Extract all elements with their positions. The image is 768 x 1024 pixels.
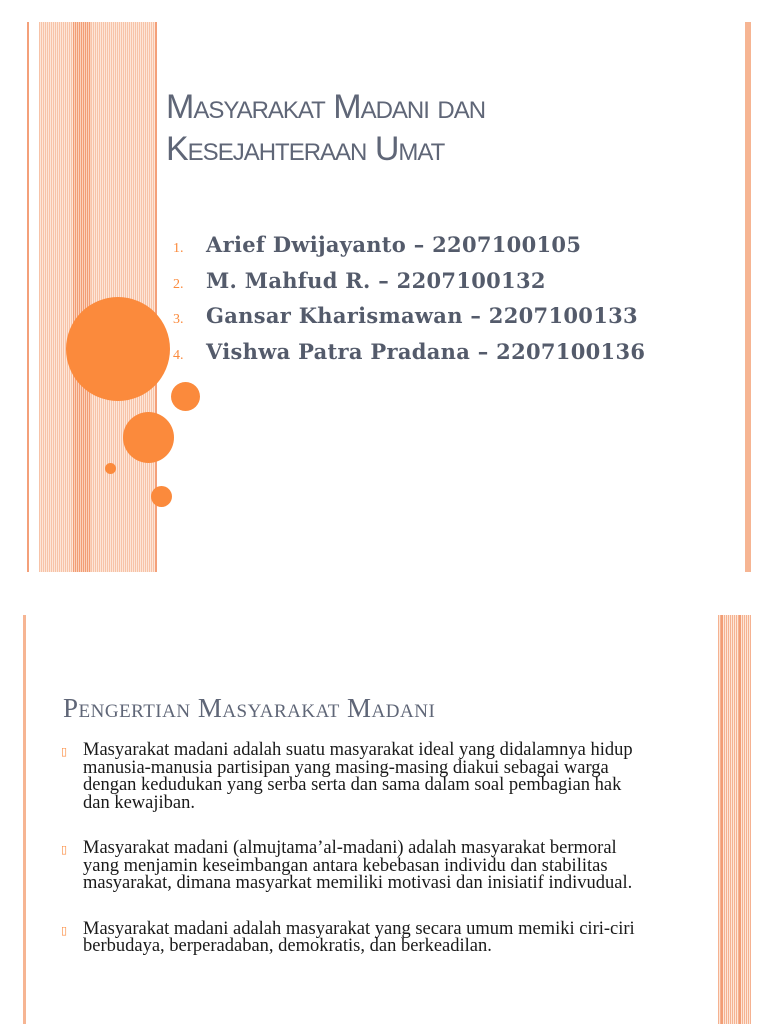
list-item (173, 232, 645, 268)
member-name: Vishwa Patra Pradana – 2207100136 (206, 338, 646, 364)
list-item (173, 268, 645, 304)
decorative-stripe-band (39, 22, 157, 572)
list-number: 3. (173, 312, 184, 327)
decorative-circle-large (66, 297, 170, 401)
list-item (173, 339, 645, 375)
slide-title (23, 22, 751, 572)
list-item (61, 840, 641, 893)
bullet-list (61, 742, 641, 984)
decorative-circle-small (171, 382, 200, 411)
decorative-line (27, 22, 29, 572)
bullet-text: Masyarakat madani adalah suatu masyarakat ideal yang didalamnya hidup manusia-manusia partisipan yang masing-masing diakui sebagai warga dengan kedudukan yang serba serta dan sama dalam soal pembagian hak dan kewajiban. (83, 740, 633, 813)
member-name: Gansar Kharismawan – 2207100133 (206, 303, 638, 328)
bullet-text: Masyarakat madani adalah masyarakat yang secara umum memiki ciri-ciri berbudaya, berperadaban, demokratis, dan berkeadilan. (83, 918, 635, 956)
box-bullet-icon: ▯ (61, 843, 68, 856)
title-line-2: Kesejahteraan Umat (166, 130, 445, 168)
box-bullet-icon: ▯ (61, 923, 68, 937)
member-name: M. Mahfud R. – 2207100132 (206, 267, 546, 293)
title-line-1: Masyarakat Madani dan (166, 88, 486, 126)
box-bullet-icon: ▯ (61, 745, 68, 758)
decorative-line (739, 615, 741, 1024)
decorative-circle-tiny (105, 463, 116, 474)
list-number: 1. (173, 241, 184, 256)
decorative-line (721, 615, 723, 1024)
list-item (61, 918, 641, 956)
list-number: 4. (173, 347, 184, 363)
member-list (173, 232, 645, 374)
slide-heading: Pengertian Masyarakat Madani (63, 693, 436, 723)
decorative-stripe-band-dark (73, 22, 91, 572)
slide-title-text (166, 86, 646, 170)
decorative-circle-medium (123, 412, 174, 463)
decorative-right-stripe (745, 22, 751, 572)
slide-definition (23, 615, 751, 1024)
decorative-circle-small (151, 486, 172, 507)
list-item (61, 742, 641, 812)
bullet-text: Masyarakat madani (almujtama’al-madani) adalah masyarakat bermoral yang menjamin keseimbangan antara kebebasan individu dan stabilitas masyarakat, dimana masyarkat memiliki motivasi dan inisiatif indivudual. (83, 838, 633, 893)
member-name: Arief Dwijayanto – 2207100105 (206, 232, 582, 257)
list-item (173, 303, 645, 339)
list-number: 2. (173, 276, 184, 292)
decorative-left-line (23, 615, 26, 1024)
